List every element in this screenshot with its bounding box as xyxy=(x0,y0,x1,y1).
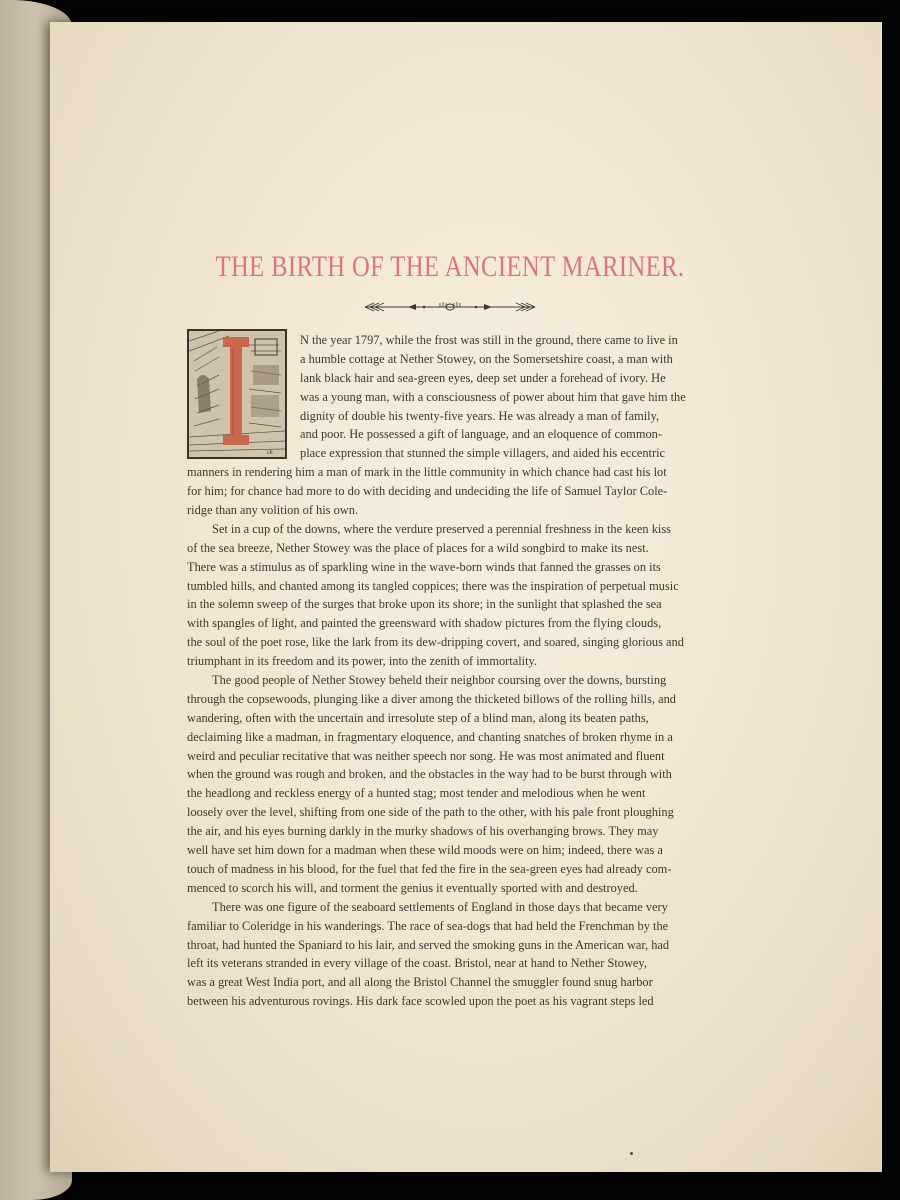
text-line: weird and peculiar recitative that was neither speech nor song. He was most animated and fluent xyxy=(187,748,665,763)
text-line: familiar to Coleridge in his wanderings. The race of sea-dogs that had held the Frenchman by the xyxy=(187,918,669,933)
text-line: and poor. He possessed a gift of language, and an eloquence of common- xyxy=(300,427,662,442)
text-line: the air, and his eyes burning darkly in the murky shadows of his overhanging brows. They may xyxy=(187,824,659,839)
text-line: There was one figure of the seaboard settlements of England in those days that became very xyxy=(212,899,668,914)
text-line: triumphant in its freedom and its power, into the zenith of immortality. xyxy=(187,654,538,669)
page-title: THE BIRTH OF THE ANCIENT MARINER. xyxy=(215,250,685,283)
text-line: well have set him down for a madman when these wild moods were on him; indeed, there was a xyxy=(187,843,663,858)
text-line: through the copsewoods, plunging like a diver among the thicketed billows of the rolling hills, and xyxy=(187,691,677,706)
text-line: in the solemn sweep of the surges that broke upon its shore; in the sunlight that splashed the sea xyxy=(187,597,662,612)
text-line: a humble cottage at Nether Stowey, on the Somersetshire coast, a man with xyxy=(300,351,673,366)
text-line: was a young man, with a consciousness of power about him that gave him the xyxy=(300,389,686,404)
ornament-divider-icon xyxy=(360,300,540,314)
text-line: of the sea breeze, Nether Stowey was the place of places for a wild songbird to make its nest. xyxy=(187,540,649,555)
text-line: tumbled hills, and chanted among its tangled coppices; there was the inspiration of perpetual music xyxy=(187,578,679,593)
text-line: the soul of the poet rose, like the lark from its dew-dripping covert, and soared, singing glorious and xyxy=(187,635,684,650)
text-line: N the year 1797, while the frost was still in the ground, there came to live in xyxy=(300,333,678,347)
text-line: Set in a cup of the downs, where the verdure preserved a perennial freshness in the keen kiss xyxy=(212,521,671,536)
text-line: touch of madness in his blood, for the fuel that fed the fire in the sea-green eyes had already com- xyxy=(187,861,672,876)
text-line: manners in rendering him a man of mark in the little community in which chance had cast his lot xyxy=(187,465,667,480)
text-line: when the ground was rough and broken, and the obstacles in the way had to be burst through with xyxy=(187,767,672,782)
text-line: wandering, often with the uncertain and irresolute step of a blind man, along its beaten paths, xyxy=(187,710,649,725)
text-line: throat, had hunted the Spaniard to his lair, and served the smoking guns in the American war, had xyxy=(187,937,670,952)
text-line: for him; for chance had more to do with deciding and undeciding the life of Samuel Taylor Cole- xyxy=(187,484,668,499)
text-line: menced to scorch his will, and torment the genius it eventually sported with and destroyed. xyxy=(187,880,638,895)
svg-text:ch: ch xyxy=(267,450,273,456)
text-line: The good people of Nether Stowey beheld their neighbor coursing over the downs, bursting xyxy=(212,673,667,688)
text-line: loosely over the level, shifting from one side of the path to the other, with his pale front ploughing xyxy=(187,805,674,820)
article-body xyxy=(187,331,708,1011)
text-line: place expression that stunned the simple villagers, and aided his eccentric xyxy=(300,446,666,461)
text-line: between his adventurous rovings. His dark face scowled upon the poet as his vagrant steps led xyxy=(187,994,654,1009)
text-line: the headlong and reckless energy of a hunted stag; most tender and melodious when he went xyxy=(187,786,646,801)
text-line: dignity of double his twenty-five years. He was already a man of family, xyxy=(300,408,660,423)
text-line: There was a stimulus as of sparkling wine in the wave-born winds that fanned the grasses on its xyxy=(187,559,661,574)
text-line: ridge than any volition of his own. xyxy=(187,503,359,518)
text-line: with spangles of light, and painted the greensward with shadow pictures from the flying clouds, xyxy=(187,616,662,631)
text-line: declaiming like a madman, in fragmentary eloquence, and chanting snatches of broken rhyme in a xyxy=(187,729,673,744)
ink-speck xyxy=(630,1152,633,1155)
text-line: was a great West India port, and all along the Bristol Channel the smuggler found snug harbor xyxy=(187,975,653,990)
text-line: left its veterans stranded in every village of the coast. Bristol, near at hand to Nether Stowey, xyxy=(187,956,647,971)
text-line: lank black hair and sea-green eyes, deep set under a forehead of ivory. He xyxy=(300,370,666,385)
